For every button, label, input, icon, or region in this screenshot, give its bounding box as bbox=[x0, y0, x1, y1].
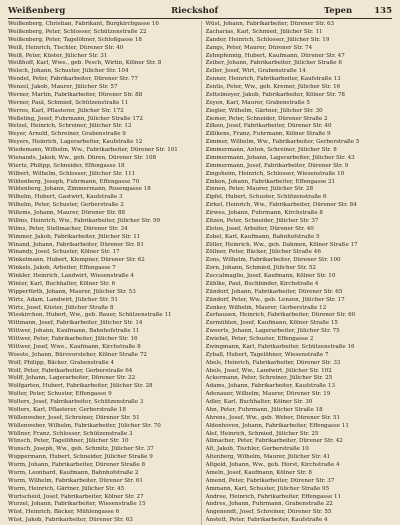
directory-entry: Zöller, Heinrich, Ww., geb. Dahmen, Kölner Straße 17 bbox=[205, 241, 358, 248]
directory-entry: Werres, Karl, Pflasterer, Jülicher Str. 172 bbox=[8, 107, 124, 114]
directory-entry: Welsch, Johann, Schuster, Jülicher Str. 104 bbox=[8, 68, 129, 75]
directory-entry: Andree, Heinrich, Fabrikarbeiter, Effengasse 11 bbox=[205, 493, 342, 500]
directory-entry: Wurm, Heinrich, Gärtner, Jülicher Str. 45 bbox=[8, 485, 125, 492]
directory-entry: Wetzel, Heinrich, Schreiner, Jülicher Str. 12 bbox=[8, 123, 132, 130]
directory-entry: Wiedemann, Wilhelm, Ww., Fabrikarbeiter, Dürener Str. 101 bbox=[8, 147, 178, 153]
directory-entry: Zeller, Josef, Wirt, Grabenstraße 14 bbox=[205, 68, 306, 75]
header-right-group bbox=[324, 6, 392, 16]
directory-entry: Zyball, Hubert, Tagelöhner, Wiesenstraße 7 bbox=[205, 351, 329, 358]
directory-entry: Ammann, Karl, Schuster, Jülicher Straße 95 bbox=[205, 485, 330, 492]
directory-entry: Wolf, Philipp, Bäcker, Grabenstraße 4 bbox=[8, 359, 115, 366]
directory-entry: Adler, Karl, Buchhalter, Kölner Str. 30 bbox=[205, 399, 313, 405]
directory-entry: Weißenberg, Christian, Fabrikant, Burgkirchgasse 16 bbox=[8, 21, 159, 27]
directory-entry: Abels, Josef, Ww., Landwirt, Jülicher Str. 102 bbox=[205, 367, 332, 374]
directory-entry: Wurm, Leonhard, Kaufmann, Bahnhofstraße 2 bbox=[8, 469, 139, 476]
directory-entry: Winand, Johann, Fabrikarbeiter, Dürener Str. 81 bbox=[8, 241, 144, 248]
directory-entry: Ahrens, Josef, Ww., geb. Weber, Dürener Str. 51 bbox=[205, 414, 341, 421]
directory-entry: Zacharias, Karl, Schmied, Jülicher Str. 11 bbox=[205, 28, 323, 35]
directory-entry: Zeyen, Karl, Maurer, Grabenstraße 5 bbox=[205, 99, 310, 106]
directory-entry: Woeste, Johann, Bürovorsteher, Kölner Straße 72 bbox=[8, 351, 147, 358]
directory-entry: Wienands, Jakob, Ww., geb. Düren, Dürener Str. 108 bbox=[8, 154, 157, 161]
directory-entry: Zwiebel, Peter, Schuster, Effengasse 2 bbox=[205, 336, 314, 342]
directory-entry: Weyer, Arnold, Schreiner, Grabenstraße 9 bbox=[8, 131, 126, 138]
directory-entry: Zirkel, Heinrich, Ww., Fabrikarbeiter, Dürener Str. 84 bbox=[205, 202, 357, 209]
directory-entry: Weyers, Heinrich, Lagerarbeiter, Kaufstraße 12 bbox=[8, 139, 143, 146]
directory-entry: Winkels, Jakob, Arbeiter, Effengasse 7 bbox=[8, 265, 116, 272]
directory-entry: Angenendt, Josef, Schreiner, Dürener Str. 55 bbox=[205, 509, 332, 516]
directory-entry: Zinken, Johann, Fabrikarbeiter, Effengasse 21 bbox=[205, 178, 336, 185]
directory-entry: Zurmühlen, Josef, Kaufmann, Kölner Straße 15 bbox=[205, 320, 338, 327]
directory-entry: Wolters, Josef, Fabrikarbeiter, Schützenstraße 3 bbox=[8, 399, 144, 405]
directory-entry: Altgeld, Johann, Ww., geb. Horst, Kirchstraße 4 bbox=[205, 462, 340, 468]
directory-entry: Amend, Peter, Fabrikarbeiter, Dürener Str. 37 bbox=[205, 477, 335, 484]
directory-entry: Zunker, Wilhelm, Maurer, Gerberstraße 12 bbox=[205, 304, 327, 311]
directory-entry: Zlotos, Josef, Arbeiter, Dürener Str. 40 bbox=[205, 225, 314, 232]
directory-entry: Zettelmeyer, Jakob, Fabrikarbeiter, Kölner Str. 78 bbox=[205, 91, 345, 98]
header-center-word: Rieckshof bbox=[171, 6, 219, 16]
directory-entry: Zitzen, Peter, Schneider, Jülicher Str. 37 bbox=[205, 217, 319, 224]
directory-entry: Adams, Johann, Fabrikarbeiter, Kaufstraße 13 bbox=[205, 383, 336, 390]
directory-entry: Zillikens, Franz, Fuhrmann, Kölner Straße 9 bbox=[205, 131, 331, 138]
directory-entry: Zimmermann, Josef, Fabrikarbeiter, Dürener Str. 9 bbox=[205, 162, 349, 169]
directory-entry: Wiertz, Philipp, Schneider, Effengasse 18 bbox=[8, 162, 125, 169]
page-header bbox=[8, 6, 392, 19]
directory-entry: Anstett, Peter, Fabrikarbeiter, Kaufstraße 4 bbox=[205, 517, 328, 524]
directory-entry: Wüst, Jakob, Fabrikarbeiter, Dürener Str. 63 bbox=[8, 517, 133, 524]
directory-entry: Alt, Jakob, Tischler, Gerberstraße 10 bbox=[205, 446, 309, 453]
directory-entry: Wittwer, Johann, Kaufmann, Bahnhofstraße 11 bbox=[8, 328, 140, 335]
header-right-word: Tepen bbox=[323, 6, 353, 16]
directory-entry: Zimmermann, Anton, Schreiner, Jülicher Str. 8 bbox=[205, 147, 337, 153]
directory-entry: Zwingmann, Karl, Fabrikarbeiter, Schützenstraße 16 bbox=[205, 343, 355, 350]
directory-entry: Aldenhoven, Johann, Fabrikarbeiter, Effengasse 11 bbox=[205, 422, 349, 429]
directory-entry: Wilms, Peter, Stellmacher, Dürener Str. 34 bbox=[8, 225, 128, 232]
directory-entry: Wirtz, Adam, Landwirt, Jülicher Str. 51 bbox=[8, 296, 118, 303]
directory-entry: Zander, Heinrich, Schlosser, Jülicher Str. 19 bbox=[205, 36, 330, 43]
directory-entry: Willems, Johann, Maurer, Dürener Str. 88 bbox=[8, 210, 126, 216]
directory-entry: Zündorf, Johann, Fabrikarbeiter, Dürener Str. 65 bbox=[205, 288, 343, 295]
directory-entry: Wisskirchen, Hubert, Ww., geb. Bauer, Schützenstraße 11 bbox=[8, 312, 172, 319]
directory-entry: Zenner, Heinrich, Fabrikarbeiter, Kaufstraße 13 bbox=[205, 76, 341, 83]
directory-entry: Wolfgarten, Hubert, Fabrikarbeiter, Jülicher Str. 28 bbox=[8, 383, 153, 390]
directory-entry: Wolff, Johann, Lagerarbeiter, Dürener Str. 22 bbox=[8, 375, 136, 382]
directory-entry: Winkler, Heinrich, Landwirt, Wiesenstraße 4 bbox=[8, 273, 134, 279]
directory-entry: Wildenberg, Johann, Zimmermann, Rosengasse 18 bbox=[8, 186, 151, 193]
directory-entry: Wüllenweber, Wilhelm, Fabrikarbeiter, Jülicher Str. 70 bbox=[8, 422, 161, 429]
left-column bbox=[8, 21, 195, 525]
directory-entry: Zehnpfennig, Hubert, Kaufmann, Dürener Str. 47 bbox=[205, 52, 345, 59]
directory-entry: Zündorf, Peter, Ww., geb. Lenzen, Jülicher Str. 17 bbox=[205, 296, 345, 303]
directory-entry: Wipperfürth, Johann, Maurer, Jülicher Str. 53 bbox=[8, 288, 136, 295]
directory-entry: Willms, Heinrich, Ww., Fabrikarbeiter, Jülicher Str. 99 bbox=[8, 217, 161, 224]
directory-entry: Zirwes, Johann, Fuhrmann, Kirchstraße 8 bbox=[205, 210, 323, 216]
directory-entry: Winter, Karl, Buchhalter, Kölner Str. 6 bbox=[8, 280, 116, 287]
directory-entry: Andres, Johann, Fuhrmann, Grabenstraße 22 bbox=[205, 501, 333, 508]
directory-entry: Werner, Paul, Schmied, Schützenstraße 11 bbox=[8, 99, 129, 106]
directory-entry: Zurhausen, Heinrich, Fabrikarbeiter, Dürener Str. 60 bbox=[205, 312, 356, 319]
directory-entry: Wirtz, Josef, Küster, Jülicher Straße 8 bbox=[8, 304, 114, 311]
directory-columns bbox=[8, 21, 392, 525]
directory-entry: Wunsch, Joseph, Ww., geb. Schmitz, Jülicher Str. 37 bbox=[8, 446, 154, 453]
directory-entry: Wurm, Johann, Fabrikarbeiter, Dürener Straße 8 bbox=[8, 462, 146, 468]
directory-entry: Zühlke, Paul, Buchbinder, Kirchstraße 4 bbox=[205, 280, 319, 287]
header-left-word: Weißenberg bbox=[8, 6, 66, 16]
directory-entry: Wurzel, Johann, Fabrikarbeiter, Wiesenstraße 15 bbox=[8, 501, 146, 508]
directory-entry: Zorn, Johann, Schmied, Jülicher Str. 52 bbox=[205, 265, 316, 272]
directory-entry: Wuppermann, Hubert, Schneider, Jülicher Straße 9 bbox=[8, 454, 153, 461]
directory-entry: Allmacher, Peter, Fabrikarbeiter, Dürener Str. 42 bbox=[205, 438, 343, 445]
right-column bbox=[201, 21, 393, 525]
directory-entry: Wünsch, Peter, Tagelöhner, Jülicher Str. 10 bbox=[8, 438, 129, 445]
directory-entry: Winandy, Josef, Schuster, Kölner Str. 17 bbox=[8, 249, 120, 256]
directory-entry: Abels, Heinrich, Fabrikarbeiter, Dürener Str. 33 bbox=[205, 359, 341, 366]
directory-entry: Wittwer, Josef, Wwe., Kaufmann, Kirchstraße 8 bbox=[8, 343, 141, 350]
directory-entry: Ameln, Josef, Kaufmann, Kölner Str. 8 bbox=[205, 469, 312, 476]
directory-entry: Alef, Heinrich, Schmied, Jülicher Str. 25 bbox=[205, 430, 319, 437]
directory-entry: Ziemer, Peter, Schneider, Dürener Straße 2 bbox=[205, 115, 328, 122]
directory-entry: Zimmer, Wilhelm, Ww., Fabrikarbeiter, Gerberstraße 5 bbox=[205, 139, 360, 146]
directory-entry: Wüst, Johann, Fabrikarbeiter, Dürener Str. 63 bbox=[205, 21, 335, 27]
directory-entry: Weißenberg, Peter, Tagelöhner, Schloßgasse 18 bbox=[8, 36, 142, 43]
directory-entry: Weißenberg, Peter, Schlosser, Schützenstraße 22 bbox=[8, 28, 147, 35]
directory-entry: Zobel, Karl, Kaufmann, Bahnhofstraße 5 bbox=[205, 233, 320, 240]
directory-entry: Wüllner, Franz, Schlosser, Schützenstraße 3 bbox=[8, 430, 133, 437]
directory-entry: Wolter, Peter, Schuster, Effengasse 9 bbox=[8, 391, 112, 398]
directory-entry: Wimmer, Jakob, Fabrikarbeiter, Jülicher Str. 11 bbox=[8, 233, 141, 240]
directory-entry: Zuccalmaglio, Josef, Kaufmann, Kölner Str. 10 bbox=[205, 273, 336, 279]
directory-entry: Wüllenweber, Josef, Schreiner, Dürener Str. 51 bbox=[8, 414, 140, 421]
directory-entry: Weiß, Peter, Küster, Jülicher Str. 31 bbox=[8, 52, 108, 59]
directory-entry: Wittmann, Josef, Fabrikarbeiter, Jülicher Str. 14 bbox=[8, 320, 143, 327]
directory-entry: Wolf, Peter, Fabrikarbeiter, Gerberstraße 64 bbox=[8, 367, 133, 374]
directory-entry: Zangs, Peter, Maurer, Dürener Str. 74 bbox=[205, 44, 313, 51]
directory-entry: Wüst, Heinrich, Bäcker, Mühlengasse 6 bbox=[8, 509, 120, 516]
directory-entry: Weiß, Heinrich, Tischler, Dürener Str. 40 bbox=[8, 44, 124, 51]
directory-entry: Zilken, Josef, Fabrikarbeiter, Dürener Str. 40 bbox=[205, 123, 332, 130]
directory-entry: Ahn, Peter, Fuhrmann, Jülicher Straße 18 bbox=[205, 406, 323, 413]
directory-entry: Adenauer, Wilhelm, Maurer, Dürener Str. 19 bbox=[205, 391, 331, 398]
directory-entry: Zons, Wilhelm, Fabrikarbeiter, Dürener Str. 100 bbox=[205, 257, 341, 264]
directory-entry: Zeiher, Johann, Fabrikarbeiter, Jülicher Straße 6 bbox=[205, 60, 342, 67]
directory-entry: Wurm, Wilhelm, Fabrikarbeiter, Dürener Str. 61 bbox=[8, 477, 143, 484]
directory-entry: Wolters, Karl, Pflasterer, Gerberstraße 18 bbox=[8, 406, 126, 413]
directory-entry: Zinnen, Peter, Maurer, Jülicher Str. 28 bbox=[205, 186, 314, 193]
directory-entry: Zingsheim, Heinrich, Schlosser, Wiesenstraße 10 bbox=[205, 170, 345, 177]
directory-entry: Ackermann, Peter, Schreiner, Jülicher Str. 25 bbox=[205, 375, 333, 382]
directory-entry: Wildenberg, Joseph, Fuhrmann, Effengasse 70 bbox=[8, 178, 140, 185]
directory-entry: Wendel, Peter, Fabrikarbeiter, Dürener Str. 77 bbox=[8, 76, 138, 83]
directory-entry: Ziegler, Wilhelm, Gärtner, Jülicher Str. 30 bbox=[205, 107, 323, 114]
directory-entry: Winkelmann, Hubert, Klempner, Dürener Str. 62 bbox=[8, 257, 145, 264]
directory-entry: Altenberg, Wilhelm, Maurer, Jülicher Str. 41 bbox=[205, 454, 331, 461]
directory-entry: Wilbert, Wilhelm, Schlosser, Jülicher Str. 111 bbox=[8, 170, 136, 177]
directory-entry: Wittwer, Peter, Fabrikarbeiter, Jülicher Str. 16 bbox=[8, 336, 138, 342]
directory-entry: Wurtscheid, Josef, Fabrikarbeiter, Kölner Str. 27 bbox=[8, 493, 144, 500]
directory-entry: Wilhelm, Peter, Schuster, Gerberstraße 2 bbox=[8, 202, 124, 209]
directory-entry: Weßeling, Josef, Fuhrmann, Jülicher Straße 172 bbox=[8, 115, 143, 122]
page-number: 135 bbox=[374, 6, 392, 16]
directory-entry: Zipfel, Hubert, Schuster, Schützenstraße 6 bbox=[205, 194, 327, 201]
directory-entry: Zöllner, Peter, Bäcker, Jülicher Straße 46 bbox=[205, 249, 321, 256]
directory-entry: Wenzel, Jakob, Maurer, Jülicher Str. 57 bbox=[8, 84, 118, 90]
directory-entry: Weißhoff, Karl, Wwe., geb. Pesch, Wirtin, Kölner Str. 8 bbox=[8, 60, 162, 67]
directory-entry: Zimmermann, Johann, Lagerarbeiter, Jülicher Str. 43 bbox=[205, 154, 355, 161]
directory-entry: Zweerts, Johann, Lagerarbeiter, Jülicher Str. 75 bbox=[205, 328, 340, 335]
directory-entry: Wilhelm, Hubert, Gastwirt, Kaufstraße 3 bbox=[8, 194, 123, 201]
directory-entry: Werner, Martin, Fabrikarbeiter, Dürener Str. 88 bbox=[8, 91, 143, 98]
directory-entry: Zentis, Peter, Ww., geb. Kremer, Jülicher Str. 16 bbox=[205, 84, 341, 90]
